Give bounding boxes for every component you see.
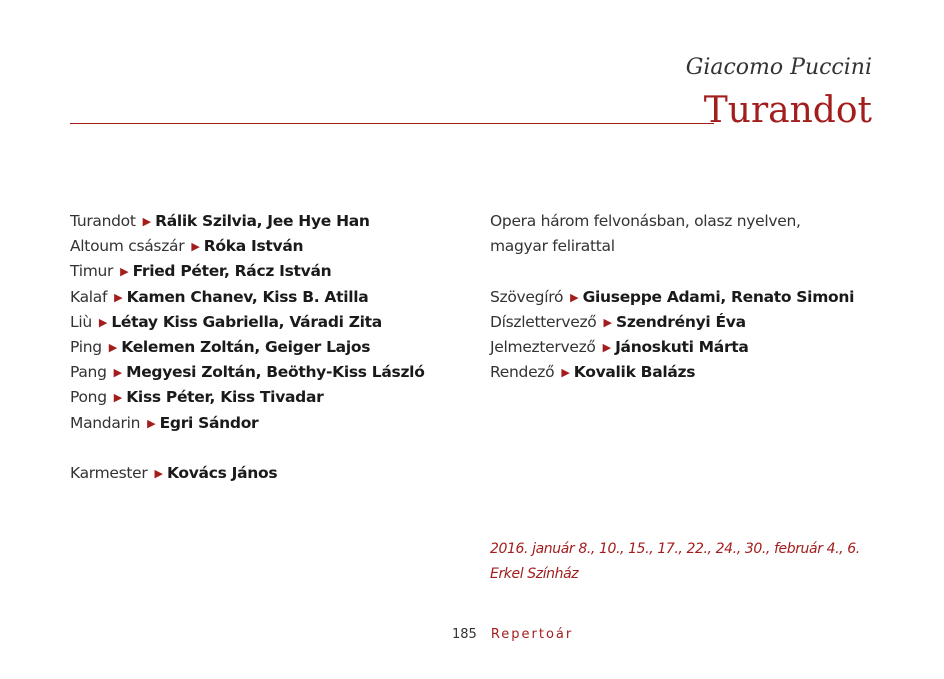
conductor-row: [70, 461, 425, 486]
section-name: Repertoár: [490, 627, 574, 642]
role-label: Díszlettervező: [490, 312, 597, 331]
triangle-right-icon: ▶: [142, 215, 152, 228]
cast-row: [70, 234, 425, 259]
performer-names: Róka István: [203, 237, 304, 256]
cast-row: [70, 385, 425, 410]
triangle-right-icon: ▶: [98, 315, 108, 329]
cast-column: [70, 209, 425, 486]
role-label: Ping: [70, 337, 102, 356]
triangle-right-icon: ▶: [108, 340, 118, 354]
composer-name: Giacomo Puccini: [685, 55, 872, 80]
spacer: [490, 259, 854, 284]
role-label: Mandarin: [70, 413, 141, 432]
performer-names: Rálik Szilvia, Jee Hye Han: [155, 212, 370, 230]
role-label: Szövegíró: [490, 287, 564, 306]
performer-names: Fried Péter, Rácz István: [132, 262, 332, 281]
triangle-right-icon: ▶: [602, 340, 612, 354]
performance-dates: 2016. január 8., 10., 15., 17., 22., 24., 30., február 4., 6.: [490, 541, 860, 557]
cast-row: [70, 411, 425, 436]
role-label: Kalaf: [70, 287, 108, 306]
title-rule: [70, 123, 714, 124]
creator-row: [490, 310, 854, 335]
creator-row: [490, 360, 854, 385]
triangle-right-icon: ▶: [603, 315, 612, 329]
creator-names: Jánoskuti Márta: [615, 337, 749, 356]
performer-names: Kelemen Zoltán, Geiger Lajos: [121, 337, 371, 356]
spacer: [70, 436, 425, 461]
performer-names: Egri Sándor: [159, 413, 259, 432]
cast-row: [70, 335, 425, 360]
role-label: Rendező: [490, 363, 555, 382]
cast-row: [70, 310, 425, 335]
performer-names: Kiss Péter, Kiss Tivadar: [126, 388, 324, 407]
triangle-right-icon: ▶: [561, 366, 570, 380]
cast-row: [70, 285, 425, 310]
triangle-right-icon: ▶: [120, 265, 129, 279]
role-label: Timur: [70, 262, 114, 281]
performance-info: [490, 537, 860, 587]
creator-names: Giuseppe Adami, Renato Simoni: [582, 287, 855, 306]
role-label: Jelmeztervező: [490, 337, 596, 356]
creator-row: [490, 285, 854, 310]
cast-row: [70, 259, 425, 284]
triangle-right-icon: ▶: [570, 290, 579, 304]
triangle-right-icon: ▶: [147, 416, 156, 430]
info-column: [490, 209, 854, 385]
cast-row: [70, 360, 425, 385]
role-label: Liù: [70, 312, 92, 331]
performer-names: Kamen Chanev, Kiss B. Atilla: [126, 287, 369, 306]
triangle-right-icon: ▶: [113, 366, 123, 380]
page-title: Turandot: [703, 90, 872, 131]
page-number: 185: [452, 627, 477, 642]
triangle-right-icon: ▶: [154, 466, 163, 480]
page-footer: [452, 627, 573, 642]
creator-row: [490, 335, 854, 360]
creator-names: Szendrényi Éva: [615, 312, 746, 331]
performer-names: Kovács János: [166, 463, 278, 482]
role-label: Karmester: [70, 463, 148, 482]
triangle-right-icon: ▶: [191, 240, 200, 254]
venue-name: Erkel Színház: [490, 566, 579, 583]
role-label: Altoum császár: [70, 237, 185, 256]
description-line: Opera három felvonásban, olasz nyelven,: [490, 212, 801, 230]
performer-names: Létay Kiss Gabriella, Váradi Zita: [111, 312, 382, 331]
role-label: Pong: [70, 388, 107, 407]
triangle-right-icon: ▶: [114, 290, 123, 304]
triangle-right-icon: ▶: [113, 391, 123, 405]
cast-row: [70, 209, 425, 234]
performer-names: Megyesi Zoltán, Beöthy-Kiss László: [126, 363, 425, 382]
role-label: Pang: [70, 363, 107, 382]
description-line: magyar felirattal: [490, 237, 615, 256]
role-label: Turandot: [70, 212, 136, 230]
creator-names: Kovalik Balázs: [573, 363, 696, 382]
